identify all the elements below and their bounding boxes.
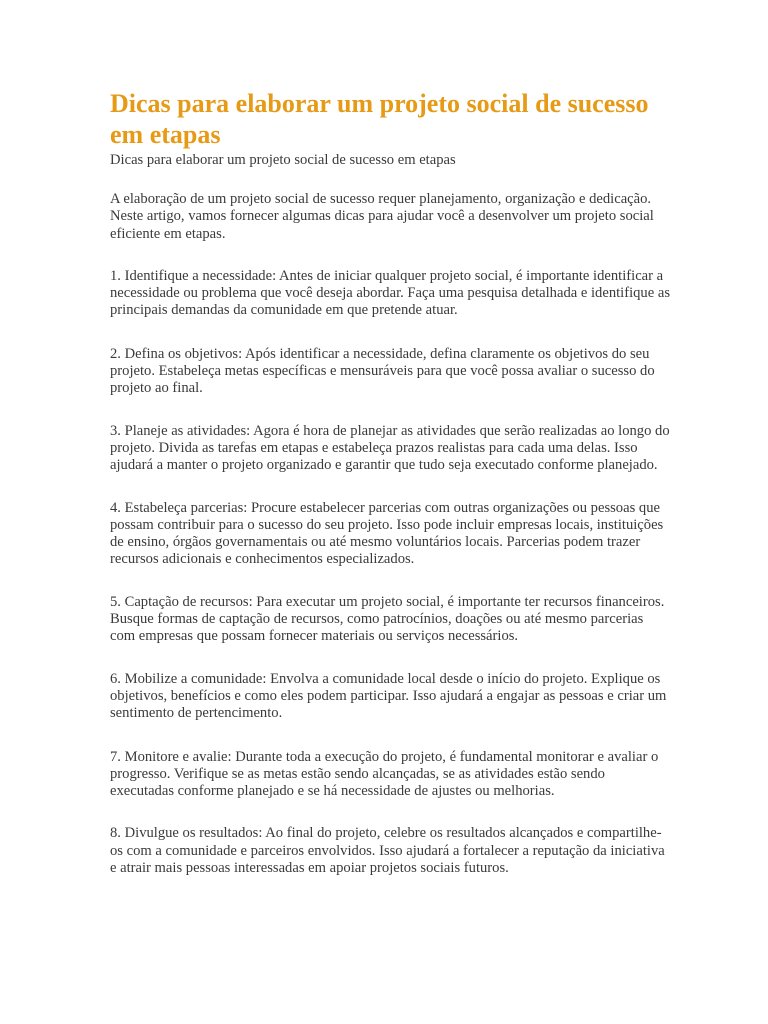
step-paragraph-3: 3. Planeje as atividades: Agora é hora de planejar as atividades que serão realizadas ao longo do projeto. Divida as tarefas em etapas e estabeleça prazos realistas para cada uma delas. Isso ajudará a manter o projeto organizado e garantir que tudo seja executado conforme planejado. bbox=[110, 422, 670, 474]
step-paragraph-5: 5. Captação de recursos: Para executar um projeto social, é importante ter recursos financeiros. Busque formas de captação de recursos, como patrocínios, doações ou até mesmo parcerias com empresas que possam fornecer materiais ou serviços necessários. bbox=[110, 593, 665, 645]
document-subtitle: Dicas para elaborar um projeto social de sucesso em etapas bbox=[110, 152, 456, 168]
step-paragraph-4: 4. Estabeleça parcerias: Procure estabelecer parcerias com outras organizações ou pessoas que possam contribuir para o sucesso do seu projeto. Isso pode incluir empresas locais, instituições de ensino, órgãos governamentais ou até mesmo voluntários locais. Parcerias podem trazer recursos adicionais e conhecimentos especializados. bbox=[110, 499, 664, 568]
step-paragraph-6: 6. Mobilize a comunidade: Envolva a comunidade local desde o início do projeto. Explique os objetivos, benefícios e como eles podem participar. Isso ajudará a engajar as pessoas e criar um sentimento de pertencimento. bbox=[110, 670, 667, 722]
step-paragraph-8: 8. Divulgue os resultados: Ao final do projeto, celebre os resultados alcançados e compartilhe-os com a comunidade e parceiros envolvidos. Isso ajudará a fortalecer a reputação da iniciativa e atrair mais pessoas interessadas em apoiar projetos sociais futuros. bbox=[110, 825, 665, 877]
step-paragraph-7: 7. Monitore e avalie: Durante toda a execução do projeto, é fundamental monitorar e avaliar o progresso. Verifique se as metas estão sendo alcançadas, se as atividades estão sendo executadas conforme planejado e se há necessidade de ajustes ou melhorias. bbox=[110, 748, 659, 800]
document-page bbox=[110, 88, 670, 877]
intro-paragraph: A elaboração de um projeto social de sucesso requer planejamento, organização e dedicação. Neste artigo, vamos fornecer algumas dicas para ajudar você a desenvolver um projeto social eficiente em etapas. bbox=[110, 191, 654, 242]
step-paragraph-2: 2. Defina os objetivos: Após identificar a necessidade, defina claramente os objetivos do seu projeto. Estabeleça metas específicas e mensuráveis para que você possa avaliar o sucesso do projeto ao final. bbox=[110, 345, 655, 397]
document-title: Dicas para elaborar um projeto social de sucesso em etapas bbox=[110, 89, 649, 149]
step-paragraph-1: 1. Identifique a necessidade: Antes de iniciar qualquer projeto social, é importante identificar a necessidade ou problema que você deseja abordar. Faça uma pesquisa detalhada e identifique as principais demandas da comunidade em que pretende atuar. bbox=[110, 267, 671, 319]
